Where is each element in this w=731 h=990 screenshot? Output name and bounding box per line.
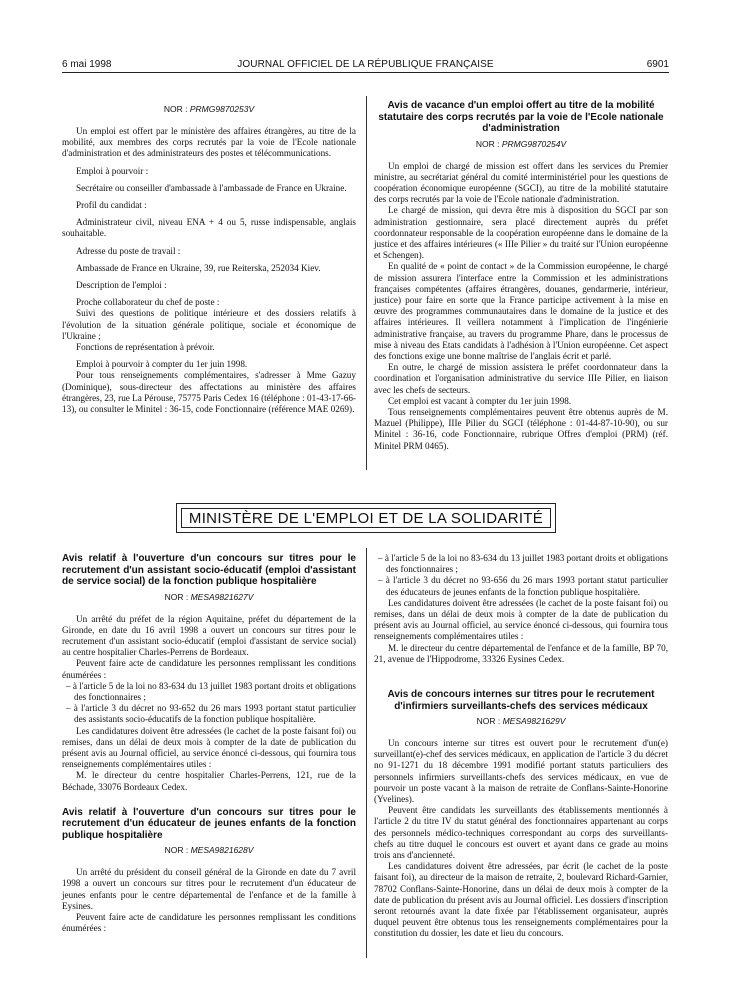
paragraph: Proche collaborateur du chef de poste : (76, 297, 220, 308)
notice-heading: Avis de vacance d'un emploi offert au titre de la mobilité statutaire des corps recrutés par la voie de l'Ecole nationale d'administration (378, 100, 664, 134)
paragraph: Adresse du poste de travail : (76, 245, 181, 256)
paragraph: M. le directeur du centre départemental de l'enfance et de la famille, BP 70, 21, avenue de l'Hippodrome, 33326 Eysines Cedex. (374, 642, 668, 664)
paragraph: Description de l'emploi : (76, 280, 167, 291)
paragraph: Peuvent être candidats les surveillants des établissements mentionnés à l'article 2 du titre IV du statut général des fonctionnaires appartenant au corps des personnels médico-techniques correspondant au corps des surveillants-chefs au titre duquel le concours est ouvert et ayant dans ce grade au moins trois ans d'ancienneté. (374, 805, 668, 861)
list-item: – à l'article 5 de la loi no 83-634 du 13 juillet 1983 portant droits et obligations des fonctionnaires ; (66, 680, 356, 702)
nor-reference: NOR : PRMG9870254V (475, 138, 567, 149)
paragraph: Emploi à pourvoir : (76, 165, 149, 176)
paragraph: Peuvent faire acte de candidature les personnes remplissant les conditions énumérées : (62, 658, 356, 680)
notice-heading: Avis relatif à l'ouverture d'un concours sur titres pour le recrutement d'un éducateur de jeunes enfants de la fonction publique hospitalière (62, 806, 356, 841)
paragraph: En qualité de « point de contact » de la Commission européenne, le chargé de mission assurera l'interface entre la Commission et les administrations françaises compétentes (affaires étrangères, douanes, gendarmerie, intérieur, justice) pour faire en sorte que la France participe activement à la mise en œuvre des programmes communautaires dans le domaine de la justice et des affaires intérieures. Il veillera notamment à l'implication de l'ingénierie administrative française, au travers du programme Phare, dans le processus de mise à niveau des Etats candidats à l'adhésion à l'Union européenne. Cet aspect des fonctions exige une bonne maîtrise de l'anglais écrit et parlé. (374, 261, 668, 361)
paragraph: En outre, le chargé de mission assistera le préfet coordonnateur dans la coordination et l'organisation administrative du service IIIe Pilier, en liaison avec les chefs de secteurs. (374, 362, 668, 395)
paragraph: Administrateur civil, niveau ENA + 4 ou 5, russe indispensable, anglais souhaitable. (62, 217, 356, 239)
list-item: – à l'article 3 du décret no 93-652 du 26 mars 1993 portant statut particulier des assistants socio-éducatifs de la fonction publique hospitalière. (66, 703, 356, 725)
nor-reference: NOR : MESA9821627V (164, 591, 254, 602)
paragraph: Un emploi de chargé de mission est offert dans les services du Premier ministre, au secrétariat général du comité interministériel pour les questions de coopération économique européenne (SGCI), au titre de la mobilité statutaire des corps recrutés par la voie de l'Ecole nationale d'administration. (374, 160, 668, 205)
page-header (0, 0, 731, 70)
paragraph: Un arrêté du président du conseil général de la Gironde en date du 7 avril 1998 a ouvert un concours sur titres pour le recrutement d'un éducateur de jeunes enfants pour le centre départemental de l'enfance et de la famille à Eysines. (62, 867, 356, 911)
paragraph: M. le directeur du centre hospitalier Charles-Perrens, 121, rue de la Béchade, 33076 Bordeaux Cedex. (62, 770, 356, 792)
right-top-column (374, 100, 668, 452)
paragraph: Les candidatures doivent être adressées (le cachet de la poste faisant foi) ou remises, dans un délai de deux mois à compter de la date de publication du présent avis au Journal officiel, au service énoncé ci-dessous, qui fournira tous renseignements complémentaires utiles : (62, 725, 356, 770)
paragraph: Un arrêté du préfet de la région Aquitaine, préfet du département de la Gironde, en date du 16 avril 1998 a ouvert un concours sur titres pour le recrutement d'un assistant socio-éducatif (emploi d'assistant de service social) au centre hospitalier Charles-Perrens de Bordeaux. (62, 613, 356, 658)
paragraph: Fonctions de représentation à prévoir. (76, 342, 215, 353)
right-bottom-column (374, 553, 668, 940)
paragraph: Les candidatures doivent être adressées (le cachet de la poste faisant foi) ou remises, dans un délai de deux mois à compter de la date de publication du présent avis au Journal officiel, au service énoncé ci-dessous, qui fournira tous renseignements complémentaires utiles : (374, 597, 668, 642)
ministry-banner (176, 503, 556, 533)
paragraph: Les candidatures doivent être adressées, par écrit (le cachet de la poste faisant foi), au directeur de la maison de retraite, 2, boulevard Richard-Garnier, 78702 Conflans-Sainte-Honorine, dans un délai de deux mois à compter de la date de publication du présent avis au Journal officiel. Les dossiers d'inscription seront retournés avant la date fixée par l'établissement organisateur, auprès duquel peuvent être obtenus tous les renseignements complémentaires pour la constitution du dossier, les date et lieu du concours. (374, 861, 668, 939)
paragraph: Profil du candidat : (76, 200, 147, 211)
ministry-title: MINISTÈRE DE L'EMPLOI ET DE LA SOLIDARITÉ (188, 509, 544, 527)
header-journal-title: JOURNAL OFFICIEL DE LA RÉPUBLIQUE FRANÇAISE (237, 59, 494, 70)
paragraph: Un emploi est offert par le ministère des affaires étrangères, au titre de la mobilité, aux membres des corps recrutés par la voie de l'Ecole nationale d'administration et des administrateurs des postes et télécommunications. (62, 126, 356, 159)
list-item: – à l'article 5 de la loi no 83-634 du 13 juillet 1983 portant droits et obligations des fonctionnaires ; (378, 553, 668, 575)
header-rule (62, 72, 669, 73)
header-date: 6 mai 1998 (62, 59, 112, 70)
paragraph: Le chargé de mission, qui devra être mis à disposition du SGCI par son administration gestionnaire, sera placé directement auprès du préfet coordonnateur responsable de la coopération européenne dans le domaine de la justice et des affaires intérieures (« IIIe Pilier » du traité sur l'Union européenne et Schengen). (374, 205, 668, 261)
paragraph: Un concours interne sur titres est ouvert pour le recrutement d'un(e) surveillant(e)-chef des services médicaux, en application de l'article 3 du décret no 91-1271 du 18 décembre 1991 modifié portant statuts particuliers des personnels infirmiers surveillants-chefs des services médicaux, en vue de pourvoir un poste vacant à la maison de retraite de Conflans-Sainte-Honorine (Yvelines). (374, 738, 668, 805)
paragraph: Suivi des questions de politique intérieure et des dossiers relatifs à l'évolution de la situation générale politique, sociale et économique de l'Ukraine ; (62, 308, 356, 341)
paragraph: Peuvent faire acte de candidature les personnes remplissant les conditions énumérées : (62, 912, 356, 934)
notice-heading: Avis relatif à l'ouverture d'un concours sur titres pour le recrutement d'un assistant socio-éducatif (emploi d'assistant de service social) de la fonction publique hospitalière (62, 553, 356, 587)
paragraph: Emploi à pourvoir à compter du 1er juin 1998. (76, 359, 248, 370)
nor-reference: NOR : MESA9821628V (164, 845, 254, 856)
column-divider (366, 96, 367, 470)
header-page-number: 6901 (646, 59, 669, 70)
column-divider (366, 548, 367, 958)
left-bottom-column (62, 553, 356, 934)
left-top-column (62, 104, 356, 415)
nor-reference: NOR : PRMG9870253V (163, 104, 255, 114)
paragraph: Cet emploi est vacant à compter du 1er juin 1998. (388, 395, 572, 406)
notice-heading: Avis de concours internes sur titres pour le recrutement d'infirmiers surveillants-chefs des services médicaux (387, 689, 655, 712)
paragraph: Ambassade de France en Ukraine, 39, rue Reiterska, 252034 Kiev. (76, 262, 321, 273)
paragraph: Tous renseignements complémentaires peuvent être obtenus auprès de M. Mazuel (Philippe), IIIe Pilier du SGCI (téléphone : 01-44-87-10-90), ou sur Minitel : 36-16, code Fonctionnaire, rubrique Offres d'emploi (PRM) (réf. Minitel PRM 0465). (374, 406, 668, 451)
paragraph: Pour tous renseignements complémentaires, s'adresser à Mme Gazuy (Dominique), sous-directeur des affectations au ministère des affaires étrangères, 23, rue La Pérouse, 75775 Paris Cedex 16 (téléphone : 01-43-17-66-13), ou consulter le Minitel : 36-15, code Fonctionnaire (référence MAE 0269). (62, 370, 356, 415)
paragraph: Secrétaire ou conseiller d'ambassade à l'ambassade de France en Ukraine. (76, 182, 347, 193)
list-item: – à l'article 3 du décret no 93-656 du 26 mars 1993 portant statut particulier des éducateurs de jeunes enfants de la fonction publique hospitalière. (378, 575, 668, 597)
nor-reference: NOR : MESA9821629V (476, 716, 566, 727)
